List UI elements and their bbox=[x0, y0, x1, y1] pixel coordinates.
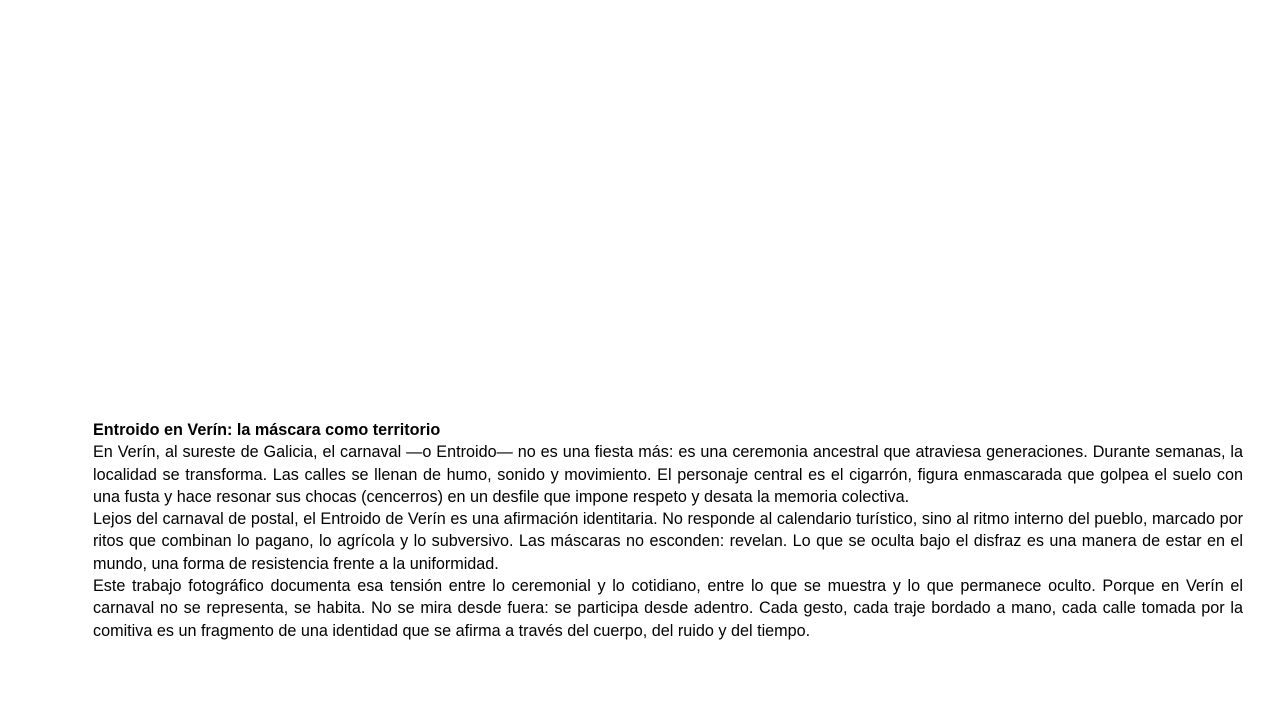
article-text-block bbox=[93, 419, 1243, 642]
article-paragraph-2: Lejos del carnaval de postal, el Entroido de Verín es una afirmación identitaria. No responde al calendario turístico, sino al ritmo interno del pueblo, marcado por ritos que combinan lo pagano, lo agrícola y lo subversivo. Las máscaras no esconden: revelan. Lo que se oculta bajo el disfraz es una manera de estar en el mundo, una forma de resistencia frente a la uniformidad. bbox=[93, 510, 1243, 573]
article-title: Entroido en Verín: la máscara como territorio bbox=[93, 421, 441, 439]
article-paragraph-1: En Verín, al sureste de Galicia, el carnaval —o Entroido— no es una fiesta más: es una ceremonia ancestral que atraviesa generaciones. Durante semanas, la localidad se transforma. Las calles se llenan de humo, sonido y movimiento. El personaje central es el cigarrón, figura enmascarada que golpea el suelo con una fusta y hace resonar sus chocas (cencerros) en un desfile que impone respeto y desata la memoria colectiva. bbox=[93, 443, 1243, 506]
article-paragraph-3: Este trabajo fotográfico documenta esa tensión entre lo ceremonial y lo cotidiano, entre lo que se muestra y lo que permanece oculto. Porque en Verín el carnaval no se representa, se habita. No se mira desde fuera: se participa desde adentro. Cada gesto, cada traje bordado a mano, cada calle tomada por la comitiva es un fragmento de una identidad que se afirma a través del cuerpo, del ruido y del tiempo. bbox=[93, 577, 1243, 640]
